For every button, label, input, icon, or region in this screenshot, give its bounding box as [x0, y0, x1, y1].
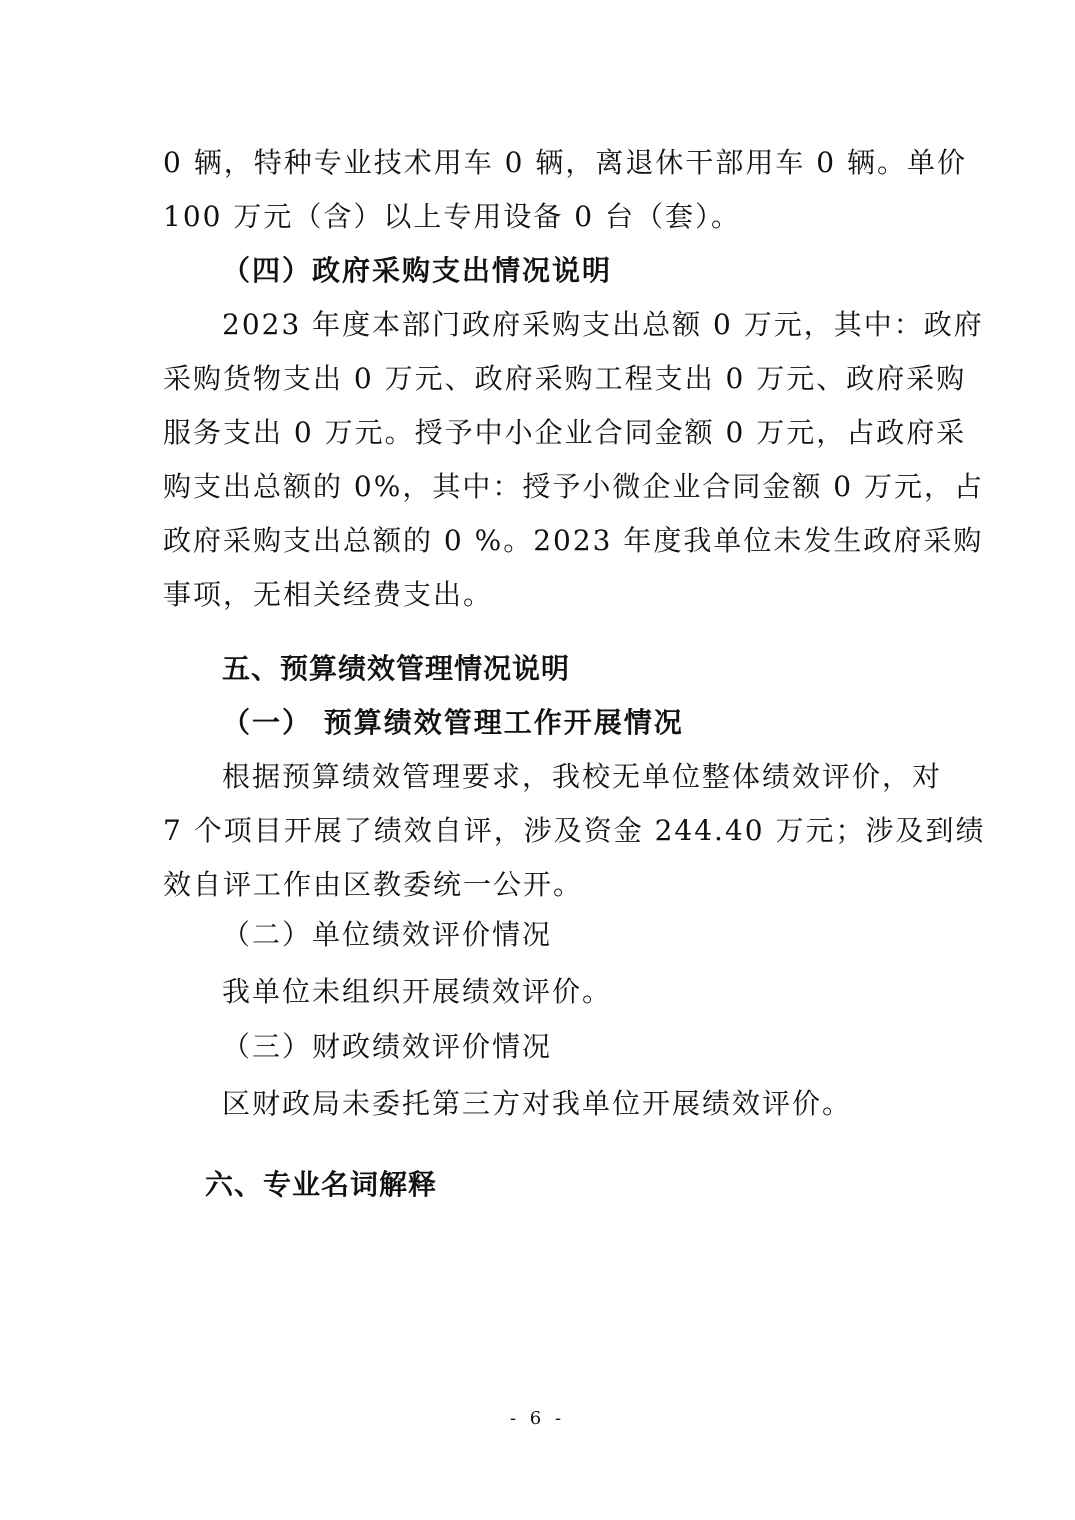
paragraph-line-vehicles: 0 辆，特种专业技术用车 0 辆，离退休干部用车 0 辆。单价: [163, 146, 967, 179]
section-heading-performance-work: （一） 预算绩效管理工作开展情况: [222, 706, 684, 739]
paragraph-line-procurement-1: 2023 年度本部门政府采购支出总额 0 万元，其中：政府: [222, 308, 984, 341]
section-heading-procurement: （四）政府采购支出情况说明: [222, 254, 613, 287]
paragraph-line-procurement-2: 采购货物支出 0 万元、政府采购工程支出 0 万元、政府采购: [163, 362, 967, 395]
section-heading-unit-evaluation: （二）单位绩效评价情况: [222, 918, 553, 951]
paragraph-line-performance-2: 7 个项目开展了绩效自评，涉及资金 244.40 万元；涉及到绩: [163, 814, 986, 847]
paragraph-line-procurement-6: 事项，无相关经费支出。: [163, 578, 494, 611]
paragraph-line-performance-3: 效自评工作由区教委统一公开。: [163, 868, 584, 901]
paragraph-line-procurement-5: 政府采购支出总额的 0 %。2023 年度我单位未发生政府采购: [163, 524, 984, 557]
section-heading-finance-evaluation: （三）财政绩效评价情况: [222, 1030, 553, 1063]
chapter-heading-terms: 六、专业名词解释: [205, 1168, 438, 1201]
page-number: - 6 -: [509, 1408, 566, 1429]
paragraph-line-procurement-4: 购支出总额的 0%，其中：授予小微企业合同金额 0 万元，占: [163, 470, 984, 503]
paragraph-line-procurement-3: 服务支出 0 万元。授予中小企业合同金额 0 万元，占政府采: [163, 416, 967, 449]
paragraph-finance-evaluation: 区财政局未委托第三方对我单位开展绩效评价。: [222, 1087, 853, 1120]
paragraph-line-performance-1: 根据预算绩效管理要求，我校无单位整体绩效评价，对: [222, 760, 943, 793]
paragraph-line-equipment: 100 万元（含）以上专用设备 0 台（套）。: [163, 200, 741, 233]
paragraph-unit-evaluation: 我单位未组织开展绩效评价。: [222, 975, 613, 1008]
chapter-heading-performance: 五、预算绩效管理情况说明: [222, 652, 571, 685]
